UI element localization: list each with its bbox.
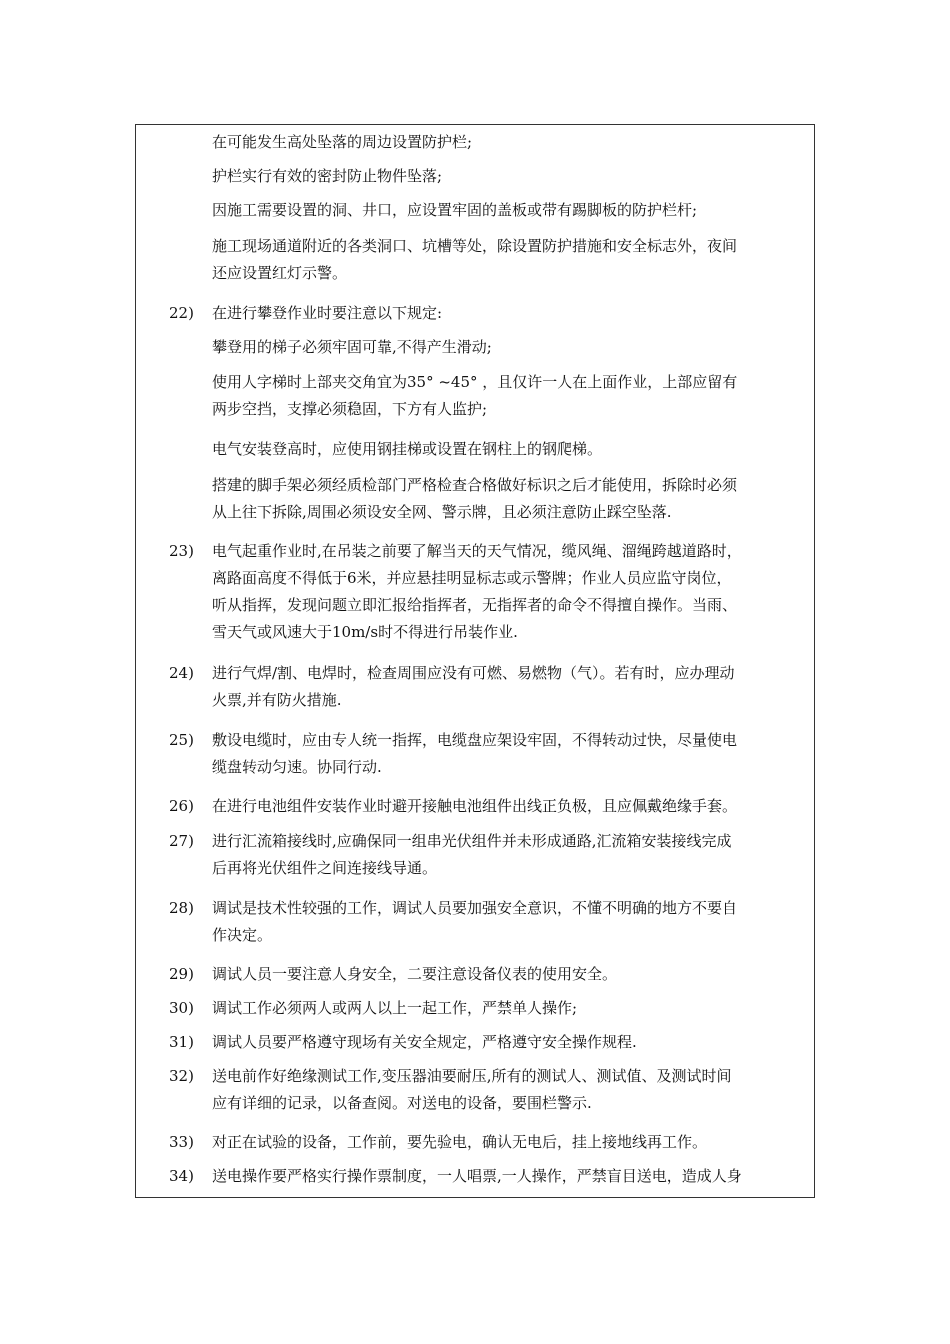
item-text — [212, 828, 806, 882]
item-text — [212, 1163, 806, 1190]
item-text — [212, 1129, 806, 1156]
item-text-line: 电气安装登高时，应使用钢挂梯或设置在钢柱上的钢爬梯。 — [212, 440, 603, 458]
item-text-line: 调试人员要严格遵守现场有关安全规定，严格遵守安全操作规程. — [212, 1033, 637, 1051]
item-number: 24) — [169, 664, 194, 682]
item-text-line: 使用人字梯时上部夹交角宜为35° ~45° ，且仅许一人在上面作业，上部应留有 — [212, 373, 738, 391]
item-text-line: 敷设电缆时，应由专人统一指挥，电缆盘应架设牢固，不得转动过快，尽量使电 — [212, 731, 738, 749]
item-text-line: 因施工需要设置的洞、井口，应设置牢固的盖板或带有踢脚板的防护栏杆; — [212, 201, 698, 219]
item-text — [212, 197, 806, 224]
item-text-line: 在进行攀登作业时要注意以下规定: — [212, 304, 443, 322]
item-number: 30) — [169, 999, 194, 1017]
item-text — [212, 995, 806, 1022]
item-text — [212, 369, 806, 423]
item-text-line: 进行气焊/割、电焊时，检查周围应没有可燃、易燃物（气）。若有时，应办理动 — [212, 664, 735, 682]
item-number: 25) — [169, 731, 194, 749]
item-text-line: 搭建的脚手架必须经质检部门严格检查合格做好标识之后才能使用，拆除时必须 — [212, 476, 738, 494]
item-text — [212, 163, 806, 190]
item-text-line: 应有详细的记录，以备查阅。对送电的设备，要围栏警示. — [212, 1094, 592, 1112]
content-box — [135, 124, 815, 1198]
item-text-line: 送电前作好绝缘测试工作,变压器油要耐压,所有的测试人、测试值、及测试时间 — [212, 1067, 732, 1085]
item-text-line: 缆盘转动匀速。协同行动. — [212, 758, 382, 776]
item-text-line: 两步空挡，支撑必须稳固，下方有人监护; — [212, 400, 488, 418]
item-text — [212, 538, 806, 646]
item-number: 28) — [169, 899, 194, 917]
item-text-line: 调试是技术性较强的工作，调试人员要加强安全意识，不懂不明确的地方不要自 — [212, 899, 738, 917]
item-text — [212, 1063, 806, 1117]
item-text-line: 护栏实行有效的密封防止物件坠落; — [212, 167, 443, 185]
item-number: 32) — [169, 1067, 194, 1085]
item-text — [212, 334, 806, 361]
item-text-line: 后再将光伏组件之间连接线导通。 — [212, 859, 438, 877]
item-text — [212, 1029, 806, 1056]
item-text — [212, 300, 806, 327]
item-text-line: 进行汇流箱接线时,应确保同一组串光伏组件并未形成通路,汇流箱安装接线完成 — [212, 832, 732, 850]
item-text-line: 在进行电池组件安装作业时避开接触电池组件出线正负极，且应佩戴绝缘手套。 — [212, 797, 738, 815]
item-text-line: 施工现场通道附近的各类洞口、坑槽等处，除设置防护措施和安全标志外，夜间 — [212, 237, 738, 255]
item-number: 33) — [169, 1133, 194, 1151]
item-text — [212, 436, 806, 463]
item-number: 29) — [169, 965, 194, 983]
item-text-line: 火票,并有防火措施. — [212, 691, 342, 709]
item-text-line: 离路面高度不得低于6米，并应悬挂明显标志或示警牌；作业人员应监守岗位， — [212, 569, 732, 587]
item-text-line: 送电操作要严格实行操作票制度，一人唱票,一人操作，严禁盲目送电，造成人身 — [212, 1167, 742, 1185]
item-text-line: 电气起重作业时,在吊装之前要了解当天的天气情况，缆风绳、溜绳跨越道路时， — [212, 542, 742, 560]
item-text — [212, 961, 806, 988]
item-text-line: 调试工作必须两人或两人以上一起工作，严禁单人操作; — [212, 999, 578, 1017]
item-number: 34) — [169, 1167, 194, 1185]
item-text — [212, 727, 806, 781]
item-text — [212, 472, 806, 526]
item-number: 26) — [169, 797, 194, 815]
item-text — [212, 895, 806, 949]
item-text-line: 还应设置红灯示警。 — [212, 264, 348, 282]
item-text — [212, 793, 806, 820]
item-text-line: 雪天气或风速大于10m/s时不得进行吊装作业. — [212, 623, 518, 641]
item-text-line: 听从指挥，发现问题立即汇报给指挥者，无指挥者的命令不得擅自操作。当雨、 — [212, 596, 738, 614]
item-number: 31) — [169, 1033, 194, 1051]
item-text-line: 对正在试验的设备，工作前，要先验电，确认无电后，挂上接地线再工作。 — [212, 1133, 708, 1151]
item-text — [212, 660, 806, 714]
item-text-line: 攀登用的梯子必须牢固可靠,不得产生滑动; — [212, 338, 492, 356]
item-text-line: 在可能发生高处坠落的周边设置防护栏; — [212, 133, 473, 151]
item-number: 23) — [169, 542, 194, 560]
item-number: 27) — [169, 832, 194, 850]
item-text-line: 从上往下拆除,周围必须设安全网、警示牌，且必须注意防止踩空坠落. — [212, 503, 672, 521]
item-text-line: 调试人员一要注意人身安全，二要注意设备仪表的使用安全。 — [212, 965, 618, 983]
item-text — [212, 129, 806, 156]
item-text-line: 作决定。 — [212, 926, 273, 944]
item-number: 22) — [169, 304, 194, 322]
item-text — [212, 233, 806, 287]
